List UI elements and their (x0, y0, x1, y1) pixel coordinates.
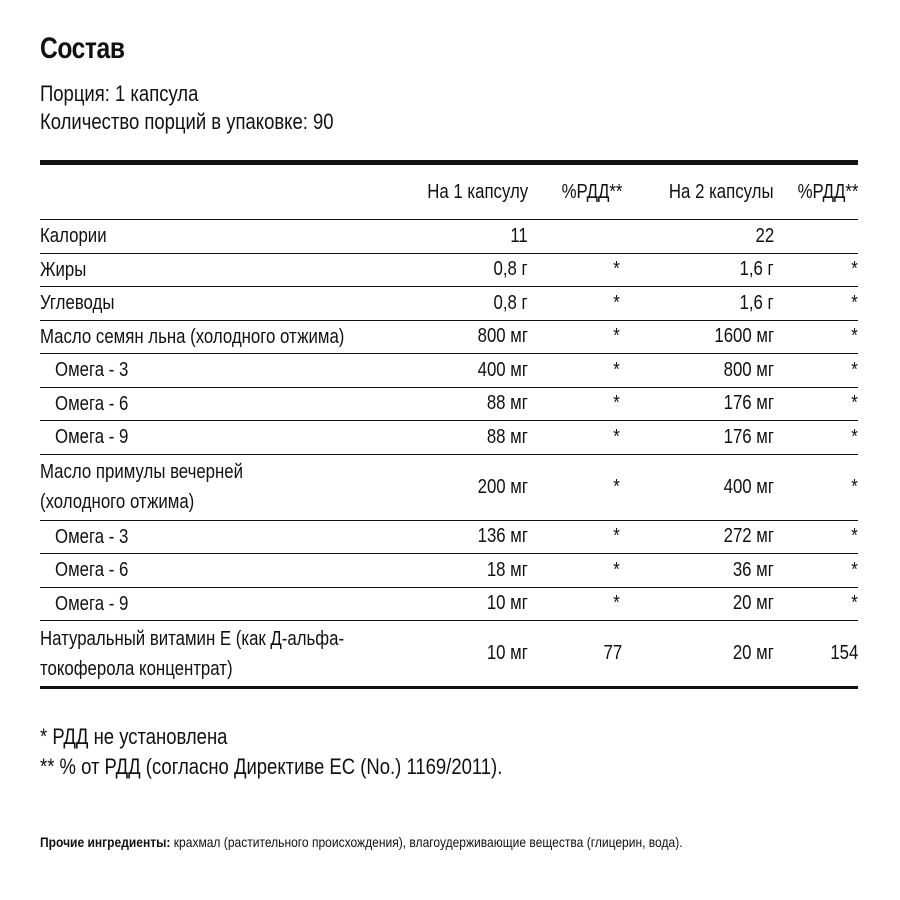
row-value-2: 1,6 г (739, 258, 774, 281)
row-value-2: 20 мг (732, 592, 774, 615)
header-rda-2: %РДД** (797, 180, 858, 203)
composition-table (40, 160, 858, 689)
row-rda-2: * (851, 525, 858, 548)
header-rda-1: %РДД** (561, 180, 622, 203)
table-row (40, 321, 858, 355)
row-rda-1: * (613, 358, 620, 381)
row-value-2: 400 мг (723, 475, 774, 498)
row-value-2: 176 мг (723, 392, 774, 415)
table-row (40, 388, 858, 422)
row-rda-1 (528, 225, 622, 248)
table-row (40, 588, 858, 622)
table-row (40, 621, 858, 686)
row-value-2: 800 мг (723, 358, 774, 381)
row-rda-2: * (851, 258, 858, 281)
row-rda-1: 77 (603, 642, 622, 664)
row-value-2: 1,6 г (739, 291, 774, 314)
row-value-1: 10 мг (486, 592, 528, 615)
row-value-1: 400 мг (477, 358, 528, 381)
row-name: Углеводы (40, 292, 115, 315)
table-row (40, 554, 858, 588)
row-rda-1: * (613, 392, 620, 415)
row-value-2: 1600 мг (714, 325, 774, 348)
row-value-1: 200 мг (477, 475, 528, 498)
row-value-2: 36 мг (732, 558, 774, 581)
row-rda-1: * (613, 258, 620, 281)
row-rda-2: * (851, 392, 858, 415)
serving-portion: Порция: 1 капсула (40, 81, 199, 106)
footnote-rda-directive: ** % от РДД (согласно Директиве ЕС (No.) 1169/2011). (40, 754, 503, 779)
footnotes (40, 722, 502, 782)
other-ingredients (40, 834, 683, 850)
row-name: Калории (40, 225, 107, 248)
row-rda-2: 154 (829, 642, 858, 664)
table-row (40, 254, 858, 288)
row-rda-2: * (851, 358, 858, 381)
row-value-2: 272 мг (723, 525, 774, 548)
other-ingredients-text: крахмал (растительного происхождения), влагоудерживающие вещества (глицерин, вода). (170, 834, 683, 850)
row-value-1: 800 мг (477, 325, 528, 348)
table-row (40, 521, 858, 555)
row-name: Омега - 6 (55, 392, 129, 415)
row-name: Омега - 3 (55, 359, 129, 382)
row-rda-2: * (851, 425, 858, 448)
table-row (40, 455, 858, 521)
table-row (40, 354, 858, 388)
row-value-1: 0,8 г (493, 291, 528, 314)
row-value-1: 88 мг (486, 392, 528, 415)
row-name: Жиры (40, 258, 87, 281)
table-row (40, 287, 858, 321)
row-rda-1: * (613, 558, 620, 581)
serving-info (40, 80, 334, 136)
row-rda-1: * (613, 291, 620, 314)
row-rda-2: * (851, 475, 858, 498)
row-rda-2 (774, 225, 858, 248)
table-header-row (40, 165, 858, 220)
row-rda-2: * (851, 592, 858, 615)
row-name: Масло семян льна (холодного отжима) (40, 325, 345, 348)
header-name (40, 177, 378, 207)
row-rda-1: * (613, 325, 620, 348)
row-value-1: 11 (510, 224, 528, 247)
row-rda-2: * (851, 558, 858, 581)
row-rda-1: * (613, 425, 620, 448)
row-value-1: 0,8 г (493, 258, 528, 281)
row-rda-1: * (613, 592, 620, 615)
page-title: Состав (40, 32, 125, 65)
row-rda-2: * (851, 325, 858, 348)
serving-count: Количество порций в упаковке: 90 (40, 109, 334, 134)
row-value-1: 136 мг (477, 525, 528, 548)
header-per-2-capsules: На 2 капсулы (669, 180, 774, 203)
row-rda-1: * (613, 525, 620, 548)
other-ingredients-label: Прочие ингредиенты: (40, 834, 171, 850)
row-value-1: 18 мг (486, 558, 528, 581)
row-name: Натуральный витамин Е (как Д-альфа- токоферола концентрат) (40, 627, 345, 680)
footnote-rda-not-set: * РДД не установлена (40, 724, 228, 749)
row-value-2: 20 мг (732, 642, 774, 664)
row-value-1: 88 мг (486, 425, 528, 448)
row-rda-2: * (851, 291, 858, 314)
row-name: Омега - 9 (55, 426, 129, 449)
row-value-2: 176 мг (723, 425, 774, 448)
row-name: Омега - 9 (55, 592, 129, 615)
row-name: Омега - 6 (55, 559, 129, 582)
row-value-1: 10 мг (486, 642, 528, 664)
table-row (40, 220, 858, 254)
table-row (40, 421, 858, 455)
row-value-2: 22 (755, 224, 774, 247)
row-rda-1: * (613, 475, 620, 498)
header-per-1-capsule: На 1 капсулу (427, 180, 528, 203)
row-name: Масло примулы вечерней (холодного отжима) (40, 461, 244, 513)
row-name: Омега - 3 (55, 525, 129, 548)
